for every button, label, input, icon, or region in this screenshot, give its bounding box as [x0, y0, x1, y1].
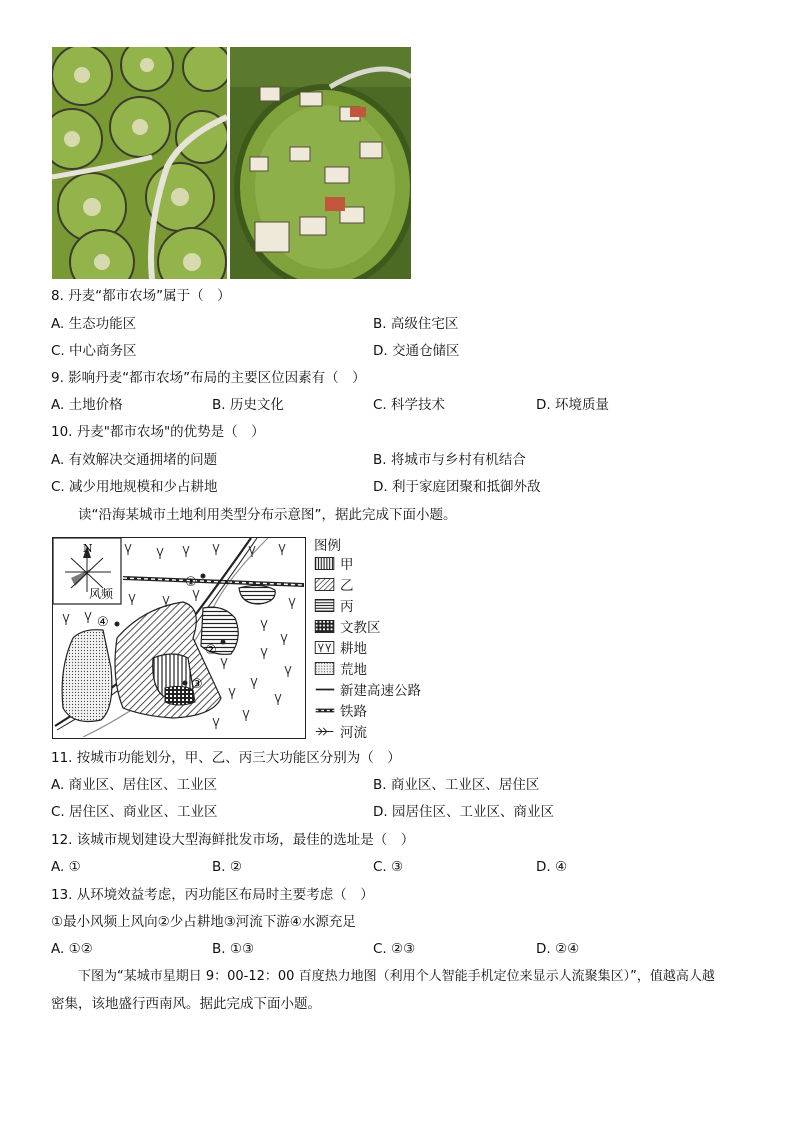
legend-railway [314, 701, 367, 719]
land-use-map-drawing [53, 538, 304, 737]
q11-option-a[interactable]: A. 商业区、居住区、工业区 [51, 777, 218, 793]
q11-option-b[interactable]: B. 商业区、工业区、居住区 [373, 777, 540, 793]
q8-option-d[interactable]: D. 交通仓储区 [373, 343, 460, 359]
legend-wasteland-label: 荒地 [340, 662, 367, 678]
map-point-4: ④ [97, 615, 109, 630]
legend-yi-swatch [314, 578, 336, 591]
heatmap-intro-line-1: 下图为“某城市星期日 9：00-12：00 百度热力地图（利用个人智能手机定位来显示人流聚集区）”，值越高人越 [78, 969, 715, 984]
q9-option-b[interactable]: B. 历史文化 [212, 397, 284, 413]
map-wind-label: 风频 [89, 587, 114, 601]
q13-choices: ①最小风频上风向②少占耕地③河流下游④水源充足 [51, 914, 356, 930]
q12-option-a[interactable]: A. ① [51, 859, 81, 875]
farmland-icon [314, 641, 336, 654]
map-point-1: ① [185, 575, 197, 590]
legend-education [314, 617, 381, 635]
legend-yi-label: 乙 [340, 578, 354, 594]
legend-bing-label: 丙 [340, 599, 354, 615]
q12-option-b[interactable]: B. ② [212, 859, 242, 875]
q12-stem: 12. 该城市规划建设大型海鲜批发市场，最佳的选址是（ ） [51, 832, 415, 848]
legend-river [314, 722, 367, 740]
q13-option-b[interactable]: B. ①③ [212, 941, 255, 957]
q13-option-d[interactable]: D. ②④ [536, 941, 580, 957]
land-use-map [52, 537, 306, 739]
legend-river-label: 河流 [340, 725, 367, 741]
legend-wasteland-swatch [314, 662, 336, 675]
photo-circular-garden-closeup [230, 47, 411, 279]
q9-option-c[interactable]: C. 科学技术 [373, 397, 446, 413]
q10-option-b[interactable]: B. 将城市与乡村有机结合 [373, 452, 526, 468]
q8-option-a[interactable]: A. 生态功能区 [51, 316, 137, 332]
legend-jia [314, 554, 354, 572]
highway-line-icon [314, 683, 336, 696]
legend-jia-label: 甲 [340, 557, 354, 573]
legend-jia-swatch [314, 557, 336, 570]
legend-railway-label: 铁路 [340, 704, 367, 720]
legend-farmland-label: 耕地 [340, 641, 367, 657]
q9-stem: 9. 影响丹麦“都市农场”布局的主要区位因素有（ ） [51, 370, 366, 386]
q13-option-a[interactable]: A. ①② [51, 941, 93, 957]
q10-option-a[interactable]: A. 有效解决交通拥堵的问题 [51, 452, 218, 468]
q8-stem: 8. 丹麦“都市农场”属于（ ） [51, 288, 231, 304]
q13-stem: 13. 从环境效益考虑，丙功能区布局时主要考虑（ ） [51, 887, 374, 903]
map-intro: 读“沿海某城市土地利用类型分布示意图”，据此完成下面小题。 [78, 507, 457, 523]
q8-option-b[interactable]: B. 高级住宅区 [373, 316, 459, 332]
q8-option-c[interactable]: C. 中心商务区 [51, 343, 137, 359]
legend-bing-swatch [314, 599, 336, 612]
legend-highway-label: 新建高速公路 [340, 683, 421, 699]
legend-education-label: 文教区 [340, 620, 381, 636]
legend-bing [314, 596, 354, 614]
heatmap-intro-line-2: 密集，该地盛行西南风。据此完成下面小题。 [51, 996, 321, 1012]
railway-line-icon [314, 704, 336, 717]
photo-circular-gardens [52, 47, 227, 279]
q10-stem: 10. 丹麦"都市农场"的优势是（ ） [51, 424, 265, 440]
legend-farmland [314, 638, 367, 656]
q9-option-d[interactable]: D. 环境质量 [536, 397, 609, 413]
q10-option-c[interactable]: C. 减少用地规模和少占耕地 [51, 479, 218, 495]
legend-highway [314, 680, 421, 698]
q13-option-c[interactable]: C. ②③ [373, 941, 416, 957]
q12-option-d[interactable]: D. ④ [536, 859, 568, 875]
map-point-3: ③ [191, 677, 203, 692]
river-arrow-icon [314, 725, 336, 738]
q10-option-d[interactable]: D. 利于家庭团聚和抵御外敌 [373, 479, 541, 495]
map-point-2: ② [205, 643, 217, 658]
legend-wasteland [314, 659, 367, 677]
q9-option-a[interactable]: A. 土地价格 [51, 397, 123, 413]
legend-education-swatch [314, 620, 336, 633]
legend-title: 图例 [314, 538, 341, 554]
q11-stem: 11. 按城市功能划分，甲、乙、丙三大功能区分别为（ ） [51, 750, 401, 766]
q11-option-d[interactable]: D. 园居住区、工业区、商业区 [373, 804, 554, 820]
q12-option-c[interactable]: C. ③ [373, 859, 404, 875]
q11-option-c[interactable]: C. 居住区、商业区、工业区 [51, 804, 218, 820]
map-north-label: N [83, 542, 93, 555]
legend-yi [314, 575, 354, 593]
